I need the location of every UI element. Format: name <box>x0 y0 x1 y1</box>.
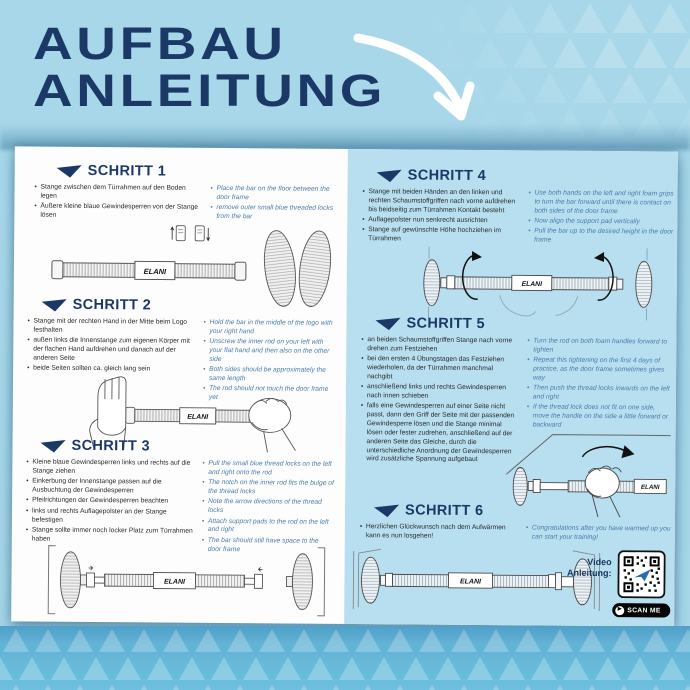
instruction-item: • Pfeilrichtungen der Gewindesperren beachten <box>26 497 194 507</box>
instruction-item: • remove outer small blue threaded locks from the bar <box>210 204 342 223</box>
instruction-item: • Stange auf gewünschte Höhe hochziehen im Türrahmen <box>362 227 520 246</box>
step-6-heading <box>374 502 672 520</box>
instruction-card <box>11 146 678 626</box>
instruction-item: • bei den ersten 4 Übungstagen das Festziehen wiederholen, da der Türrahmen manchmal nachgibt <box>361 355 519 383</box>
step-6-english-instructions <box>526 524 672 544</box>
video-guide-label <box>545 557 611 580</box>
step-2-heading <box>42 297 346 315</box>
thread-lock-icons <box>171 226 210 241</box>
instruction-item: • Use both hands on the left and right foam grips to turn the bar forward until there is contact on both sides of the door frame <box>528 189 674 217</box>
instruction-item: • Stange mit der rechten Hand in der Mitte beim Logo festhalten <box>27 318 195 337</box>
door-frame-bracket-right <box>317 548 325 616</box>
step-flag-icon <box>57 164 82 177</box>
scan-me-label: SCAN ME <box>627 606 661 614</box>
instruction-item: • Turn the rod on both foam handles forward to tighten <box>527 337 673 356</box>
step-4-section <box>362 167 675 248</box>
step-6-german-instructions <box>360 523 518 543</box>
instruction-item: • The notch on the inner rod fits the bulge of the thread locks <box>202 479 334 498</box>
step-3-heading <box>40 438 344 456</box>
bar-with-pads-diagram-step-3 <box>41 540 332 622</box>
instruction-item: • Pull the bar up to the desired height in the door frame <box>528 228 674 247</box>
step-2-title: SCHRITT 2 <box>72 296 152 314</box>
lock-arrow-marks <box>89 566 263 571</box>
step-5-german-instructions <box>360 336 519 467</box>
brand-logo: ELANI <box>143 266 167 277</box>
hands-hint-drawing <box>500 295 578 316</box>
step-6-title: SCHRITT 6 <box>404 502 484 520</box>
instruction-item: • Auflagepolster nun senkrecht ausrichten <box>362 216 520 226</box>
play-icon: ▶ <box>615 606 624 615</box>
instruction-item: • links und rechts Auflagepolster an der Stange befestigen <box>26 507 194 526</box>
card-top-shadow <box>0 124 690 150</box>
step-1-section <box>34 163 346 225</box>
instruction-item: • Attach support pads to the rod on the left and right <box>202 517 334 536</box>
brand-logo: ELANI <box>521 280 543 289</box>
instruction-item: • Hold the bar in the middle of the logo with your right hand <box>203 319 335 338</box>
curved-arrow-icon <box>348 22 498 130</box>
title-line-1: AUFBAU <box>33 18 287 69</box>
page-title <box>33 20 386 114</box>
instruction-item: • Kleine blaue Gewindesperren links und rechts auf die Stange ziehen <box>26 459 194 478</box>
instruction-item: • Congratulations after you have warmed up you can start your training! <box>526 524 672 543</box>
instruction-item: • Äußere kleine blaue Gewindesperren von der Stange lösen <box>34 203 202 222</box>
step-1-heading <box>57 163 347 181</box>
bottom-decor-band <box>0 626 690 690</box>
brand-logo: ELANI <box>640 483 660 491</box>
step-3-title: SCHRITT 3 <box>71 437 151 455</box>
instruction-item: • Stange zwischen dem Türrahmen auf den Boden legen <box>34 184 202 203</box>
step-1-german-instructions <box>34 184 202 224</box>
door-frame-corner <box>506 434 670 475</box>
instruction-item: • Then push the thread locks inwards on the left and right <box>527 385 673 404</box>
instruction-item: • anschließend links und rechts Gewindesperren nach innen schieben <box>361 383 519 402</box>
step-1-title: SCHRITT 1 <box>87 162 167 180</box>
instruction-item: • Repeat this tightening on the first 4 days of practice, as the door frame sometimes gives way <box>527 357 673 385</box>
step-1-english-instructions <box>210 185 342 224</box>
brand-logo: ELANI <box>187 413 209 421</box>
step-flag-icon <box>42 298 67 311</box>
step-flag-icon <box>375 317 400 330</box>
scan-me-button[interactable] <box>612 603 670 617</box>
step-4-heading <box>377 167 675 185</box>
step-flag-icon <box>377 169 402 182</box>
step-flag-icon <box>40 439 65 452</box>
instruction-item: • Unscrew the inner rod on your left with your flat hand and then also on the other side <box>203 338 335 366</box>
step-flag-icon <box>374 504 399 517</box>
instruction-item: • falls eine Gewindesperren auf einer Seite nicht passt, dann den Griff der Seite mit der passenden Gewindesperre lösen und die Stange minimal lösen oder fester zudrehen, anschließend auf der anderen Seite das Gleiche, durch die unterschiedliche Anordnung der Gewindesperren wird zusätzliche Spannung aufgebaut <box>360 403 518 466</box>
instruction-item: • Stange sollte immer noch locker Platz zum Türrahmen haben <box>26 526 194 545</box>
instruction-item: • Herzlichen Glückwunsch nach dem Aufwärmen kann es nun losgehen! <box>360 523 518 542</box>
door-frame-bracket-left <box>48 546 56 614</box>
instruction-item: • außen links die Innenstange zum eigenen Körper mit der flachen Hand aufdrehen und danach auf der anderen Seite <box>27 337 195 365</box>
step-4-english-instructions <box>528 189 674 248</box>
instruction-item: • Einkerbung der Innenstange passen auf die Ausbuchtung der Gewindesperren <box>26 478 194 497</box>
brand-logo: ELANI <box>163 578 185 586</box>
brand-logo: ELANI <box>459 578 481 586</box>
triangle-pattern-bottom <box>0 626 690 690</box>
video-label-line-1: Video <box>587 556 612 568</box>
qr-code <box>617 550 665 598</box>
title-line-2: ANLEITUNG <box>33 65 387 116</box>
step-5-title: SCHRITT 5 <box>406 315 486 333</box>
mounted-bar-rotation-diagram-step-4 <box>412 245 665 322</box>
instruction-item: • Note the arrow directions of the thread locks <box>202 498 334 517</box>
instruction-item: • an beiden Schaumstoffgriffen Stange nach vorne drehen zum Festziehen <box>361 336 519 355</box>
instruction-item: • The bar should still have space to the door frame <box>202 537 334 556</box>
video-label-line-2: Anleitung: <box>567 568 612 579</box>
instruction-item: • Pull the small blue thread locks on the left and right onto the rod <box>202 460 334 479</box>
instruction-item: • Both sides should be approximately the same length <box>203 366 335 385</box>
footprints-drawing <box>260 229 335 309</box>
step-6-section <box>360 502 672 545</box>
step-5-heading <box>375 315 673 333</box>
instruction-item: • Now align the support pad vertically <box>528 217 674 227</box>
instruction-item: • The rod should not touch the door frame yet <box>203 385 335 404</box>
instruction-item: • beide Seiten sollten ca. gleich lang sein <box>27 365 195 375</box>
turn-arrow <box>582 445 634 458</box>
instruction-item: • Stange mit beiden Händen an den linken und rechten Schaumstoffgriffen nach vorne aufdrehen bis beidseitig zum Türrahmen Kontakt besteht <box>362 188 520 216</box>
instruction-item: • If the thread lock does not fit on one side, move the handle on the side a little forward or backward <box>527 404 673 432</box>
step-4-german-instructions <box>362 188 520 247</box>
step-4-title: SCHRITT 4 <box>407 167 487 185</box>
instruction-item: • Place the bar on the floor between the door frame <box>210 185 342 204</box>
